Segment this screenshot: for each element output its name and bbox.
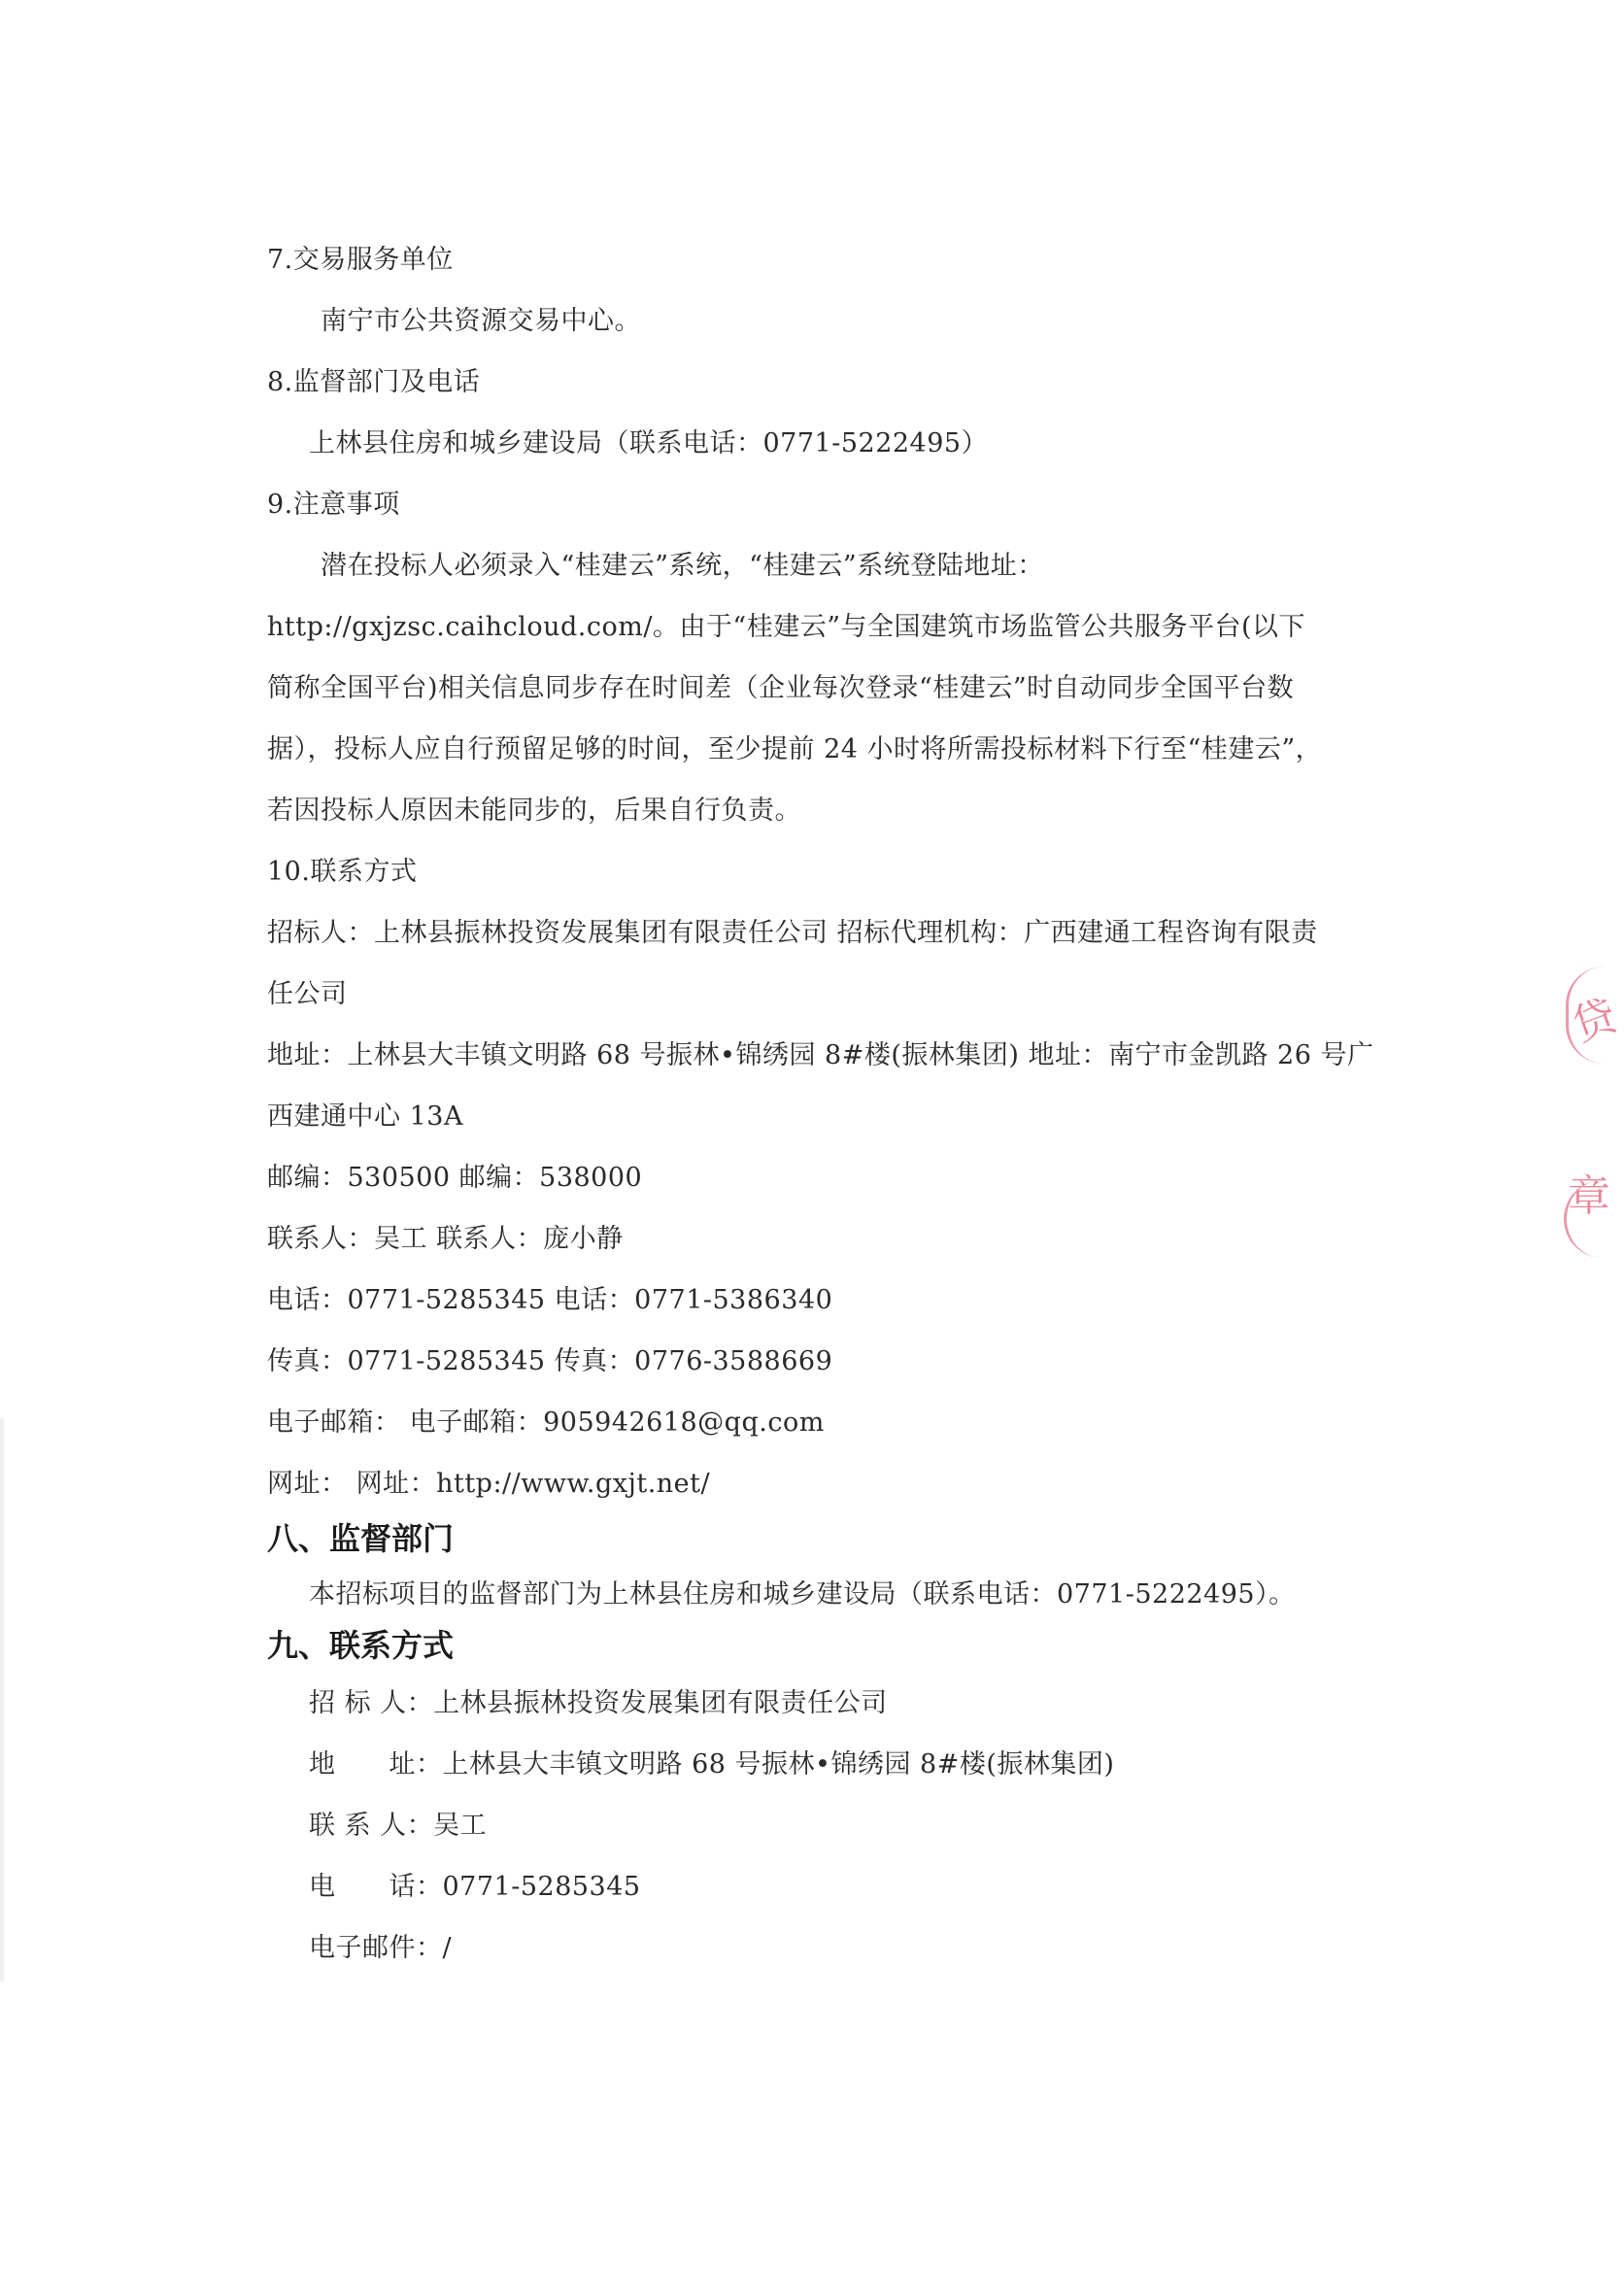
- item-9-title: 9.注意事项: [267, 490, 400, 520]
- section-9-phone: 电 话：0771-5285345: [309, 1872, 641, 1902]
- item-10-email: 电子邮箱： 电子邮箱：905942618@qq.com: [267, 1407, 825, 1438]
- item-10-postcode: 邮编：530500 邮编：538000: [267, 1163, 643, 1193]
- section-9-tenderer: 招 标 人：上林县振林投资发展集团有限责任公司: [309, 1688, 888, 1718]
- item-10-address-line-2: 西建通中心 13A: [267, 1102, 463, 1132]
- seal-glyph-bottom: 章: [1568, 1171, 1610, 1221]
- section-9-email: 电子邮件：/: [309, 1933, 453, 1963]
- section-8-heading: 八、监督部门: [267, 1520, 455, 1557]
- item-9-para-4: 据），投标人应自行预留足够的时间，至少提前 24 小时将所需投标材料下行至“桂建云”，: [267, 734, 1323, 764]
- item-10-title: 10.联系方式: [267, 857, 418, 887]
- item-7-body: 南宁市公共资源交易中心。: [321, 306, 641, 336]
- seal-glyph-top: 贷: [1566, 990, 1623, 1052]
- section-9-heading: 九、联系方式: [267, 1627, 455, 1664]
- item-9-para-1: 潜在投标人必须录入“桂建云”系统，“桂建云”系统登陆地址：: [321, 551, 1044, 581]
- item-8-body: 上林县住房和城乡建设局（联系电话：0771-5222495）: [309, 428, 989, 458]
- item-10-address-line-1: 地址：上林县大丰镇文明路 68 号振林•锦绣园 8#楼(振林集团) 地址：南宁市金凯路 26 号广: [267, 1040, 1374, 1070]
- item-9-para-3: 简称全国平台)相关信息同步存在时间差（企业每次登录“桂建云”时自动同步全国平台数: [267, 673, 1295, 703]
- item-8-title: 8.监督部门及电话: [267, 367, 481, 397]
- item-9-para-2: http://gxjzsc.caihcloud.com/。由于“桂建云”与全国建筑市场监管公共服务平台(以下: [267, 612, 1306, 642]
- scan-edge-shadow: [0, 1418, 4, 1982]
- item-7-title: 7.交易服务单位: [267, 245, 454, 275]
- seal-stamp-partial: [1554, 957, 1623, 1277]
- section-9-contact-person: 联 系 人：吴工: [309, 1811, 488, 1841]
- section-8-body: 本招标项目的监督部门为上林县住房和城乡建设局（联系电话：0771-5222495）。: [309, 1579, 1296, 1610]
- item-10-contact-person: 联系人：吴工 联系人：庞小静: [267, 1224, 624, 1254]
- section-9-address: 地 址：上林县大丰镇文明路 68 号振林•锦绣园 8#楼(振林集团): [309, 1749, 1115, 1780]
- item-10-website: 网址： 网址：http://www.gxjt.net/: [267, 1469, 711, 1499]
- item-10-fax: 传真：0771-5285345 传真：0776-3588669: [267, 1346, 833, 1376]
- item-10-tenderer-line-2: 任公司: [267, 979, 348, 1009]
- item-10-tenderer-line-1: 招标人：上林县振林投资发展集团有限责任公司 招标代理机构：广西建通工程咨询有限责: [267, 918, 1318, 948]
- item-9-para-5: 若因投标人原因未能同步的，后果自行负责。: [267, 796, 801, 826]
- item-10-phone: 电话：0771-5285345 电话：0771-5386340: [267, 1285, 833, 1315]
